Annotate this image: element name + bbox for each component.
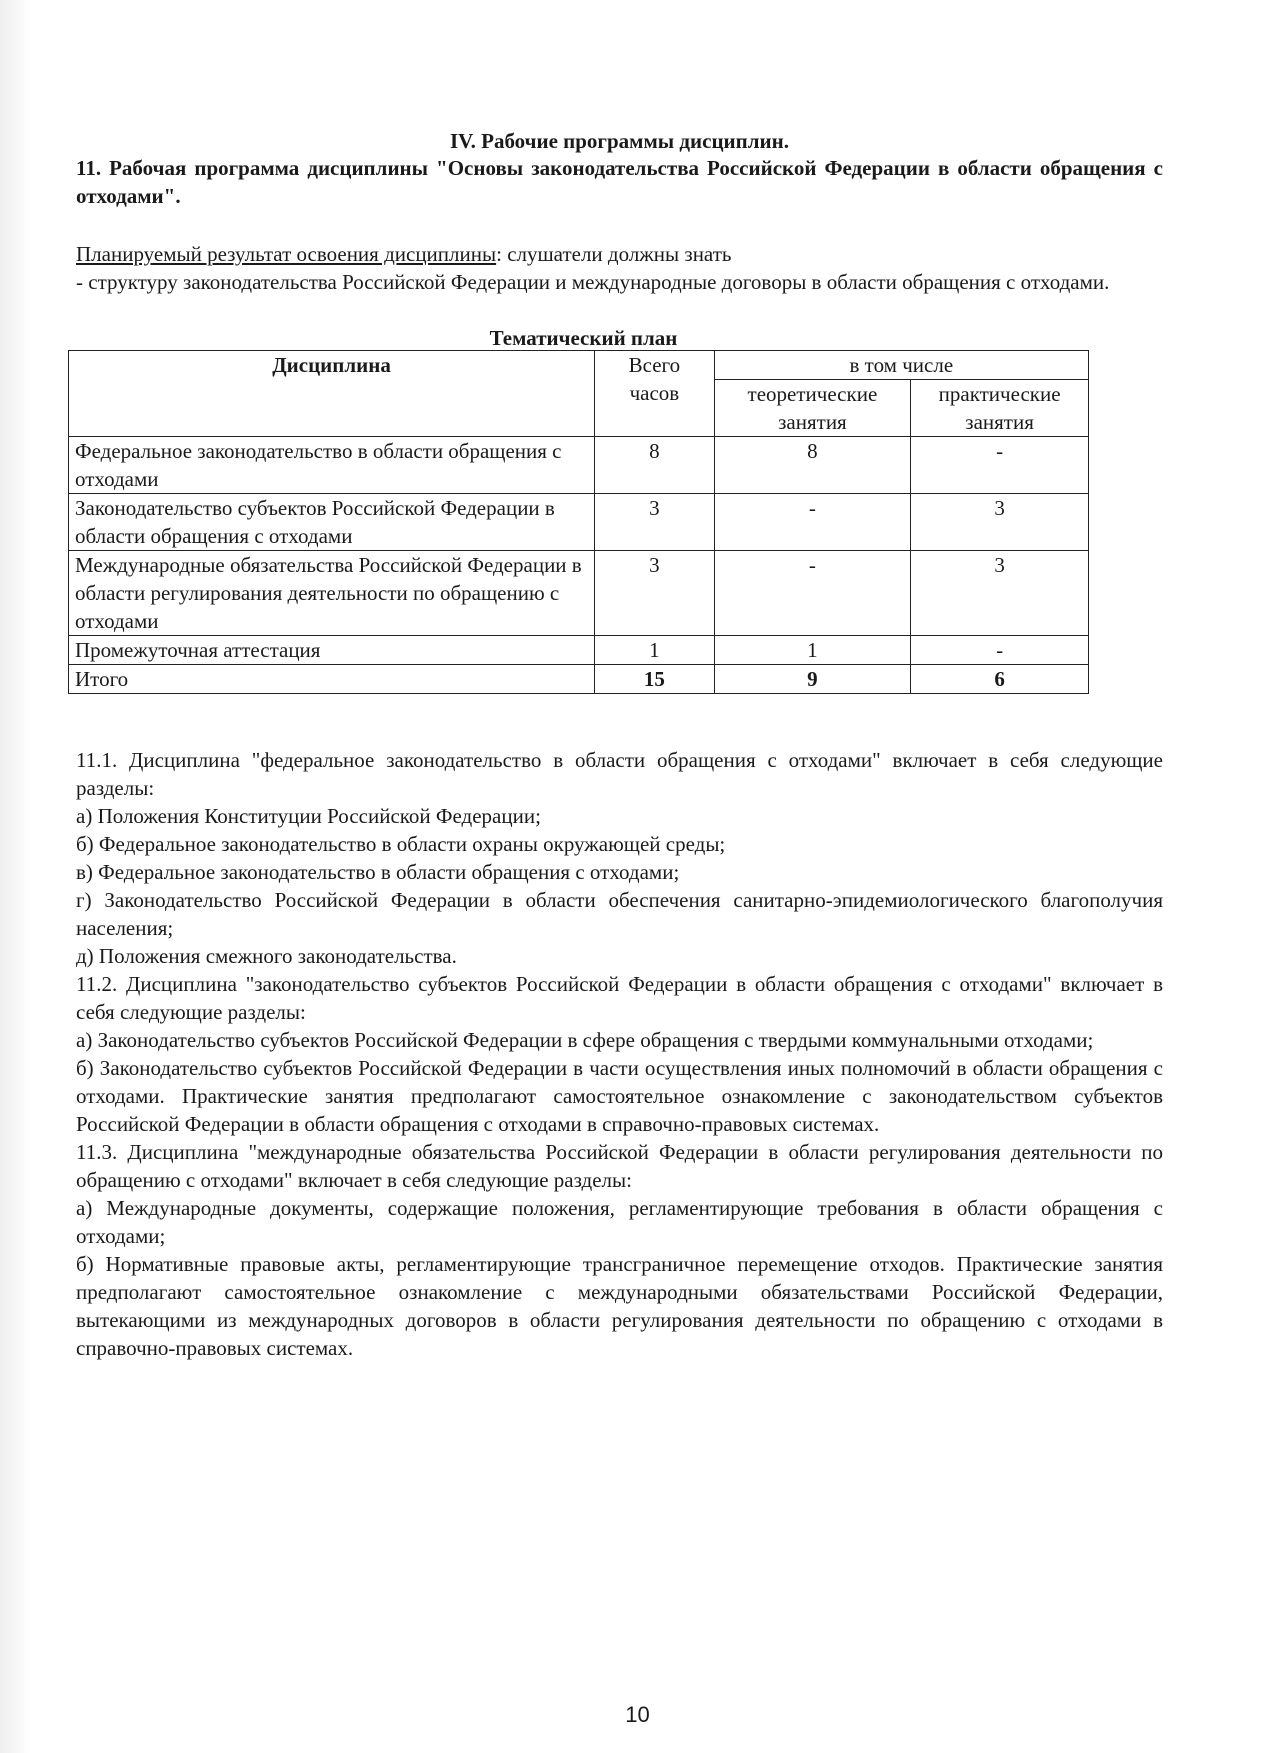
list-item: а) Международные документы, содержащие положения, регламентирующие требования в области обращения с отходами; — [76, 1196, 1163, 1248]
list-item: б) Законодательство субъектов Российской Федерации в части осуществления иных полномочий в области обращения с отходами. Практические занятия предполагают самостоятельное ознакомление с законодательством субъектов Российской Федерации в области обращения с отходами в справочно-правовых системах. — [76, 1056, 1163, 1136]
cell-theory: 1 — [714, 636, 911, 665]
section-11-1 — [76, 746, 1163, 970]
page-number: 10 — [625, 1702, 650, 1727]
cell-total: 3 — [595, 551, 715, 636]
table-row — [69, 551, 1089, 636]
cell-practice: - — [911, 636, 1089, 665]
header-practice: практические занятия — [911, 380, 1089, 437]
document-page — [76, 128, 1163, 1362]
table-total-row — [69, 665, 1089, 694]
cell-total: 1 — [595, 636, 715, 665]
header-discipline: Дисциплина — [69, 351, 595, 437]
table-header-row — [69, 351, 1089, 380]
section-intro: 11.2. Дисциплина "законодательство субъектов Российской Федерации в области обращения с отходами" включает в себя следующие разделы: — [76, 972, 1163, 1024]
cell-discipline: Промежуточная аттестация — [69, 636, 595, 665]
cell-total: 8 — [595, 437, 715, 494]
cell-total-practice: 6 — [911, 665, 1089, 694]
thematic-plan-table — [68, 350, 1089, 694]
list-item: б) Нормативные правовые акты, регламентирующие трансграничное перемещение отходов. Практические занятия предполагают самостоятельное ознакомление с международными обязательствами Российской Федерации, вытекающими из международных договоров в области регулирования деятельности по обращению с отходами в справочно-правовых системах. — [76, 1252, 1163, 1360]
header-total-line2: часов — [629, 381, 680, 405]
planned-result-text: : слушатели должны знать — [496, 242, 732, 266]
section-11-3 — [76, 1138, 1163, 1362]
planned-result — [76, 240, 1163, 268]
cell-theory: - — [714, 494, 911, 551]
table-row — [69, 494, 1089, 551]
list-item: г) Законодательство Российской Федерации в области обеспечения санитарно-эпидемиологического благополучия населения; — [76, 888, 1163, 940]
header-theory: теоретические занятия — [714, 380, 911, 437]
planned-result-label: Планируемый результат освоения дисциплины — [76, 242, 497, 266]
section-intro: 11.1. Дисциплина "федеральное законодательство в области обращения с отходами" включает в себя следующие разделы: — [76, 748, 1163, 800]
header-total-hours — [595, 351, 715, 437]
cell-total-hours: 15 — [595, 665, 715, 694]
list-item: д) Положения смежного законодательства. — [76, 944, 457, 968]
list-item: б) Федеральное законодательство в области охраны окружающей среды; — [76, 832, 726, 856]
header-total-line1: Всего — [628, 353, 681, 377]
cell-discipline: Законодательство субъектов Российской Федерации в области обращения с отходами — [69, 494, 595, 551]
cell-total-theory: 9 — [714, 665, 911, 694]
section-title: IV. Рабочие программы дисциплин. — [450, 129, 789, 153]
cell-practice: - — [911, 437, 1089, 494]
cell-discipline: Федеральное законодательство в области обращения с отходами — [69, 437, 595, 494]
cell-theory: - — [714, 551, 911, 636]
cell-discipline: Международные обязательства Российской Федерации в области регулирования деятельности по обращению с отходами — [69, 551, 595, 636]
list-item: а) Положения Конституции Российской Федерации; — [76, 804, 541, 828]
list-item: в) Федеральное законодательство в области обращения с отходами; — [76, 860, 680, 884]
cell-theory: 8 — [714, 437, 911, 494]
cell-practice: 3 — [911, 551, 1089, 636]
program-title: 11. Рабочая программа дисциплины "Основы законодательства Российской Федерации в области обращения с отходами". — [76, 156, 1163, 208]
section-intro: 11.3. Дисциплина "международные обязательства Российской Федерации в области регулирования деятельности по обращению с отходами" включает в себя следующие разделы: — [76, 1140, 1163, 1192]
scan-edge-shading — [0, 0, 30, 1753]
list-item: а) Законодательство субъектов Российской Федерации в сфере обращения с твердыми коммунальными отходами; — [76, 1028, 1094, 1052]
table-title: Тематический план — [489, 326, 678, 350]
table-row — [69, 437, 1089, 494]
planned-result-item: - структуру законодательства Российской Федерации и международные договоры в области обращения с отходами. — [76, 270, 1110, 294]
table-row — [69, 636, 1089, 665]
cell-total: 3 — [595, 494, 715, 551]
cell-practice: 3 — [911, 494, 1089, 551]
cell-total-label: Итого — [69, 665, 595, 694]
header-including: в том числе — [714, 351, 1088, 380]
section-11-2 — [76, 970, 1163, 1138]
